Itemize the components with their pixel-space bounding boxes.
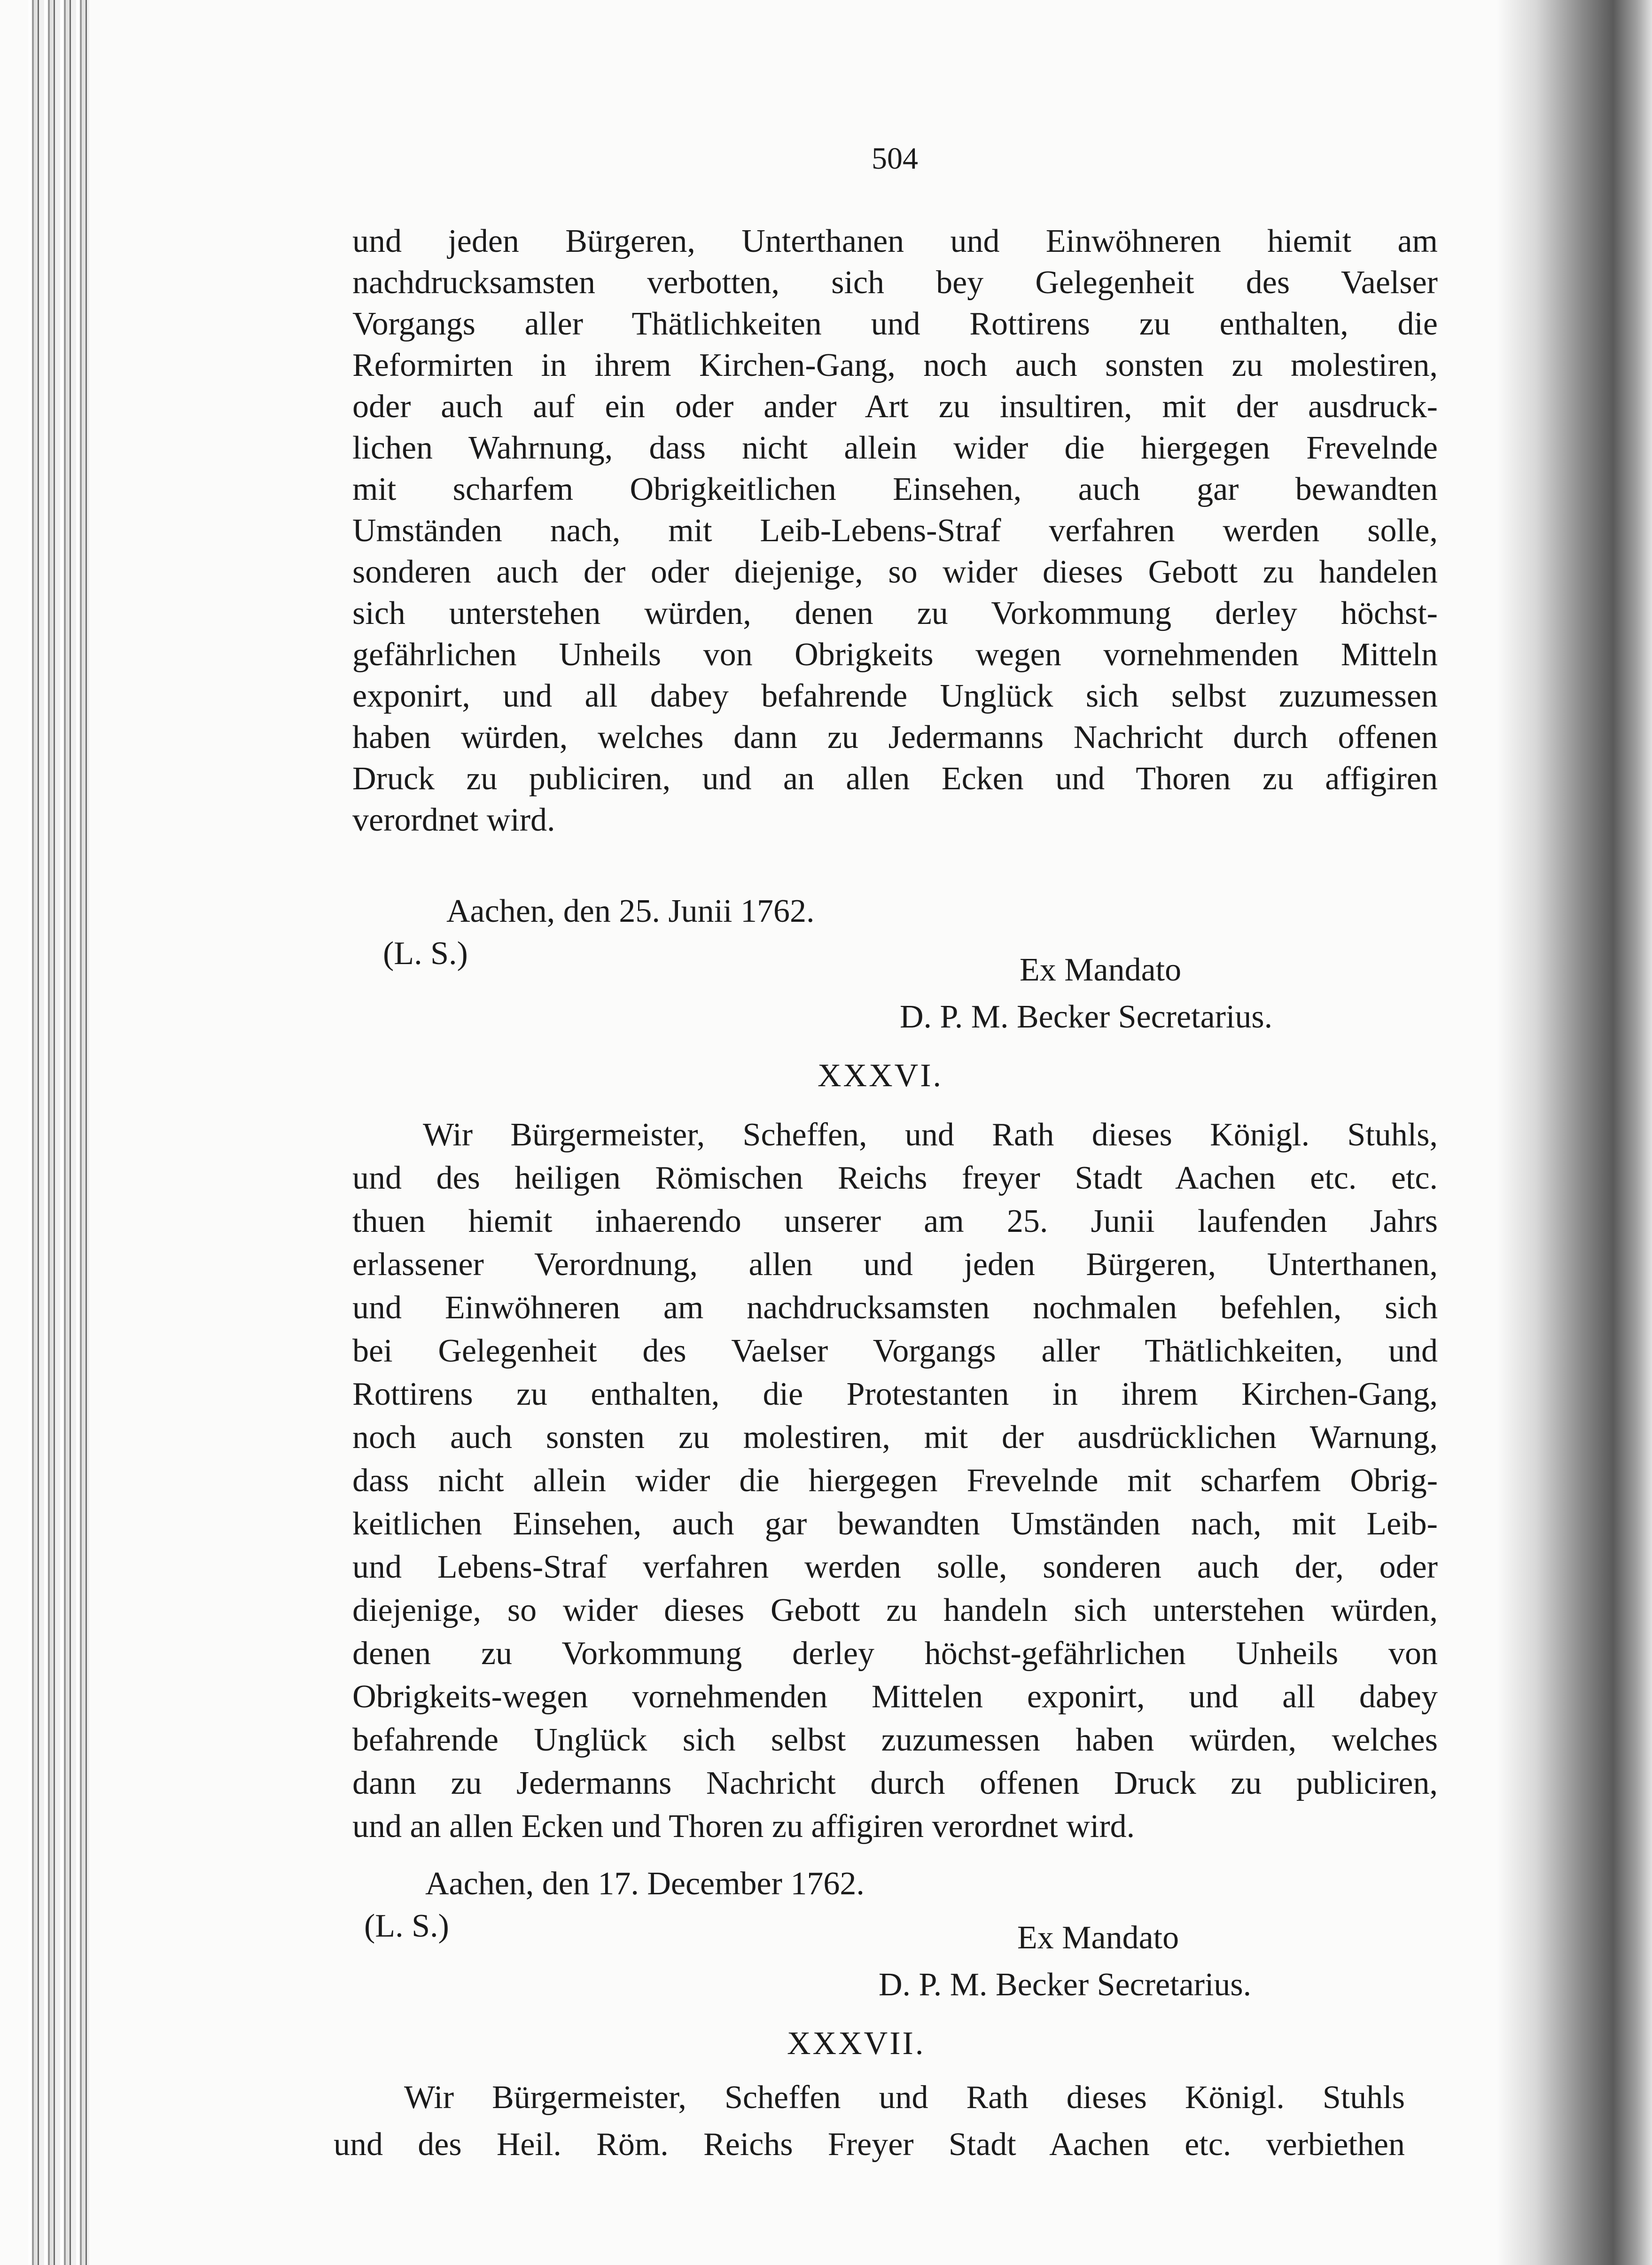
page-number: 504: [872, 141, 918, 176]
text-line: verordnet wird.: [352, 802, 555, 838]
text-line: diejenige, so wider dieses Gebott zu handeln sich unterstehen würden,: [352, 1592, 1438, 1628]
text-line: dass nicht allein wider die hiergegen Frevelnde mit scharfem Obrig-: [352, 1463, 1438, 1499]
text-line: haben würden, welches dann zu Jedermanns Nachricht durch offenen: [352, 719, 1438, 755]
text-line: Druck zu publiciren, und an allen Ecken und Thoren zu affigiren: [352, 761, 1438, 797]
text-line: Vorgangs aller Thätlichkeiten und Rottirens zu enthalten, die: [352, 306, 1438, 342]
section3-heading: XXXVII.: [787, 2025, 926, 2062]
text-line: sich unterstehen würden, denen zu Vorkommung derley höchst-: [352, 595, 1438, 631]
book-binding-edge: [28, 0, 89, 2265]
text-line: befahrende Unglück sich selbst zuzumessen haben würden, welches: [352, 1722, 1438, 1758]
text-line: mit scharfem Obrigkeitlichen Einsehen, auch gar bewandten: [352, 471, 1438, 507]
section1-signature: D. P. M. Becker Secretarius.: [900, 999, 1273, 1035]
text-line: sonderen auch der oder diejenige, so wider dieses Gebott zu handelen: [352, 554, 1438, 590]
section2-date: Aachen, den 17. December 1762.: [425, 1866, 865, 1902]
section2-body: [352, 1113, 1438, 1848]
text-line: und an allen Ecken und Thoren zu affigiren verordnet wird.: [352, 1808, 1135, 1845]
text-line: Reformirten in ihrem Kirchen-Gang, noch auch sonsten zu molestiren,: [352, 347, 1438, 383]
text-line: Wir Bürgermeister, Scheffen und Rath dieses Königl. Stuhls: [404, 2079, 1405, 2116]
text-line: dann zu Jedermanns Nachricht durch offenen Druck zu publiciren,: [352, 1765, 1438, 1801]
text-line: und Lebens-Straf verfahren werden solle, sonderen auch der, oder: [352, 1549, 1438, 1585]
section2-seal: (L. S.): [364, 1908, 449, 1944]
text-line: Umständen nach, mit Leib-Lebens-Straf verfahren werden solle,: [352, 513, 1438, 549]
text-line: oder auch auf ein oder ander Art zu insultiren, mit der ausdruck-: [352, 389, 1438, 425]
section2-ex-mandato: Ex Mandato: [1017, 1920, 1179, 1956]
text-line: lichen Wahrnung, dass nicht allein wider die hiergegen Frevelnde: [352, 430, 1438, 466]
text-line: denen zu Vorkommung derley höchst-gefährlichen Unheils von: [352, 1635, 1438, 1672]
section1-seal: (L. S.): [383, 935, 468, 972]
text-line: und des heiligen Römischen Reichs freyer Stadt Aachen etc. etc.: [352, 1160, 1438, 1196]
section2-signature: D. P. M. Becker Secretarius.: [879, 1967, 1252, 2003]
text-line: und des Heil. Röm. Reichs Freyer Stadt Aachen etc. verbiethen: [334, 2126, 1405, 2163]
text-line: nachdrucksamsten verbotten, sich bey Gelegenheit des Vaelser: [352, 265, 1438, 301]
text-line: exponirt, und all dabey befahrende Unglück sich selbst zuzumessen: [352, 678, 1438, 714]
section3-body: [334, 2074, 1405, 2168]
text-line: und Einwöhneren am nachdrucksamsten nochmalen befehlen, sich: [352, 1290, 1438, 1326]
text-line: Wir Bürgermeister, Scheffen, und Rath dieses Königl. Stuhls,: [423, 1117, 1438, 1153]
text-line: erlassener Verordnung, allen und jeden Bürgeren, Unterthanen,: [352, 1246, 1438, 1283]
text-line: bei Gelegenheit des Vaelser Vorgangs aller Thätlichkeiten, und: [352, 1333, 1438, 1369]
text-line: und jeden Bürgeren, Unterthanen und Einwöhneren hiemit am: [352, 223, 1438, 259]
section1-date: Aachen, den 25. Junii 1762.: [446, 893, 815, 929]
text-line: keitlichen Einsehen, auch gar bewandten Umständen nach, mit Leib-: [352, 1506, 1438, 1542]
page-curl-shadow: [1497, 0, 1652, 2265]
text-line: Obrigkeits-wegen vornehmenden Mittelen exponirt, und all dabey: [352, 1679, 1438, 1715]
text-line: Rottirens zu enthalten, die Protestanten in ihrem Kirchen-Gang,: [352, 1376, 1438, 1412]
text-line: noch auch sonsten zu molestiren, mit der ausdrücklichen Warnung,: [352, 1419, 1438, 1456]
text-line: gefährlichen Unheils von Obrigkeits wegen vornehmenden Mitteln: [352, 637, 1438, 673]
section2-heading: XXXVI.: [818, 1058, 943, 1094]
text-line: thuen hiemit inhaerendo unserer am 25. Junii laufenden Jahrs: [352, 1203, 1438, 1239]
section1-ex-mandato: Ex Mandato: [1020, 952, 1182, 988]
section1-body: [352, 221, 1438, 841]
